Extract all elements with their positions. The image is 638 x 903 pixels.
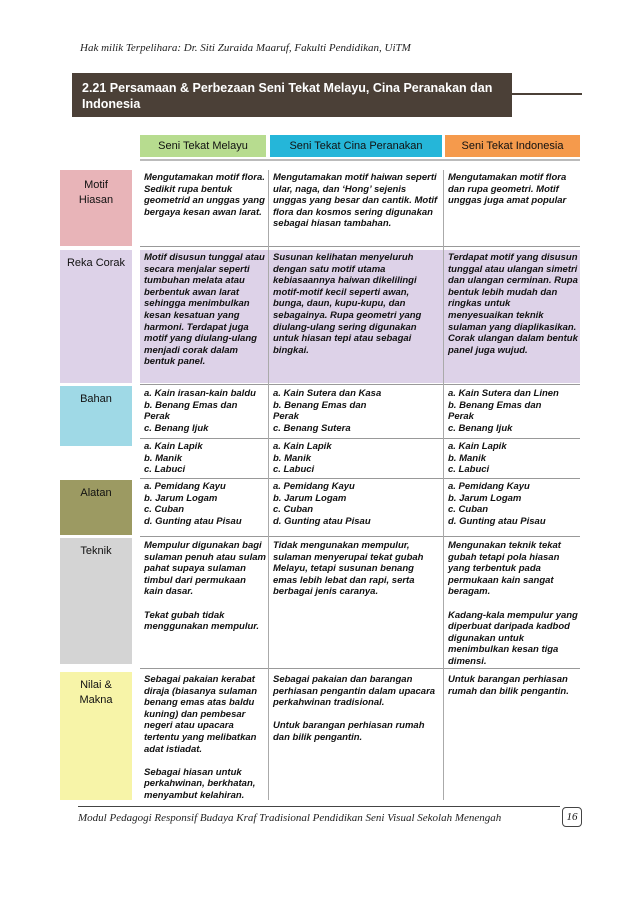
cell-teknik-indonesia: Mengunakan teknik tekat gubah tetapi pola hiasan yang terbentuk pada permukaan kain sangat beragam. Kadang-kala mempulur yang diperbuat daripada kadbod digunakan untuk menimbulkan kesan tiga dimensi. <box>448 540 578 667</box>
row-label-motif-hiasan: Motif Hiasan <box>60 170 132 246</box>
cell-alatan-indonesia: a. Pemidang Kayu b. Jarum Logam c. Cuban d. Gunting atau Pisau <box>448 481 546 527</box>
cell-reka-cina: Susunan kelihatan menyeluruh dengan satu motif utama kebiasaannya haiwan dikelilingi motif-motif kecil seperti awan, bunga, daun, kupu-kupu, dan sebagainya. Rupa geometri yang diulang-ulang sering digunakan untuk hiasan tepi atau sebagai bingkai. <box>273 252 422 356</box>
cell-teknik-melayu: Mempulur digunakan bagi sulaman penuh atau sulam pahat supaya sulaman timbul dari permukaan kain dasar. Tekat gubah tidak menggunakan mempulur. <box>144 540 266 633</box>
row-label-bahan: Bahan <box>60 386 132 446</box>
page-number: 16 <box>562 807 582 827</box>
row-label-teknik: Teknik <box>60 538 132 664</box>
cell-bahan-melayu: a. Kain irasan-kain baldu b. Benang Emas dan Perak c. Benang Ijuk <box>144 388 256 434</box>
column-header-indonesia: Seni Tekat Indonesia <box>445 135 580 157</box>
cell-motif-melayu: Mengutamakan motif flora. Sedikit rupa bentuk geometrid an unggas yang bergaya kesan awan larat. <box>144 172 265 218</box>
cell-alatan-cina: a. Pemidang Kayu b. Jarum Logam c. Cuban d. Gunting atau Pisau <box>273 481 371 527</box>
cell-nilai-indonesia: Untuk barangan perhiasan rumah dan bilik pengantin. <box>448 674 569 697</box>
cell-bahan-indonesia: a. Kain Sutera dan Linen b. Benang Emas dan Perak c. Benang Ijuk <box>448 388 559 434</box>
column-header-cina: Seni Tekat Cina Peranakan <box>270 135 442 157</box>
page-header: Hak milik Terpelihara: Dr. Siti Zuraida Maaruf, Fakulti Pendidikan, UiTM <box>80 42 411 54</box>
cell-reka-indonesia: Terdapat motif yang disusun tunggal atau ulangan simetri dan ulangan cerminan. Rupa bentuk lebih mudah dan ringkas untuk menyesuaikan teknik sulaman yang diaplikasikan. Corak ulangan dalam bentuk panel juga wujud. <box>448 252 578 356</box>
section-title-box <box>72 73 582 117</box>
row-label-reka-corak: Reka Corak <box>60 250 132 383</box>
cell-bahan2-indonesia: a. Kain Lapik b. Manik c. Labuci <box>448 441 507 476</box>
row-label-nilai-makna: Nilai & Makna <box>60 672 132 800</box>
section-title: 2.21 Persamaan & Perbezaan Seni Tekat Melayu, Cina Peranakan dan Indonesia <box>82 81 493 111</box>
column-header-melayu: Seni Tekat Melayu <box>140 135 266 157</box>
cell-nilai-cina: Sebagai pakaian dan barangan perhiasan pengantin dalam upacara perkahwinan tradisional. Untuk barangan perhiasan rumah dan bilik pengantin. <box>273 674 436 743</box>
page-footer: Modul Pedagogi Responsif Budaya Kraf Tradisional Pendidikan Seni Visual Sekolah Menengah <box>78 812 502 824</box>
row-label-alatan: Alatan <box>60 480 132 535</box>
cell-bahan-cina: a. Kain Sutera dan Kasa b. Benang Emas dan Perak c. Benang Sutera <box>273 388 382 434</box>
cell-alatan-melayu: a. Pemidang Kayu b. Jarum Logam c. Cuban d. Gunting atau Pisau <box>144 481 242 527</box>
cell-motif-cina: Mengutamakan motif haiwan seperti ular, naga, dan ‘Hong’ sejenis unggas yang besar dan cantik. Motif flora dan kosmos sering digunakan sebagai hiasan tambahan. <box>273 172 438 230</box>
cell-motif-indonesia: Mengutamakan motif flora dan rupa geometri. Motif unggas juga amat popular <box>448 172 567 207</box>
cell-bahan2-melayu: a. Kain Lapik b. Manik c. Labuci <box>144 441 203 476</box>
cell-bahan2-cina: a. Kain Lapik b. Manik c. Labuci <box>273 441 332 476</box>
cell-nilai-melayu: Sebagai pakaian kerabat diraja (biasanya sulaman benang emas atas baldu kuning) dan pembesar negeri atau upacara tertentu yang melibatkan adat istiadat. Sebagai hiasan untuk perkahwinan, berkhatan, menyambut kelahiran. <box>144 674 257 801</box>
cell-reka-melayu: Motif disusun tunggal atau secara menjalar seperti tumbuhan melata atau berbentuk awan larat sehingga menimbulkan kesan kesatuan yang harmoni. Terdapat juga motif yang diulang-ulang menjadi corak dalam bentuk panel. <box>144 252 265 368</box>
cell-teknik-cina: Tidak mengunakan mempulur, sulaman menyerupai tekat gubah Melayu, tetapi susunan benang emas lebih lebat dan rapi, serta berbagai jenis caranya. <box>273 540 424 598</box>
